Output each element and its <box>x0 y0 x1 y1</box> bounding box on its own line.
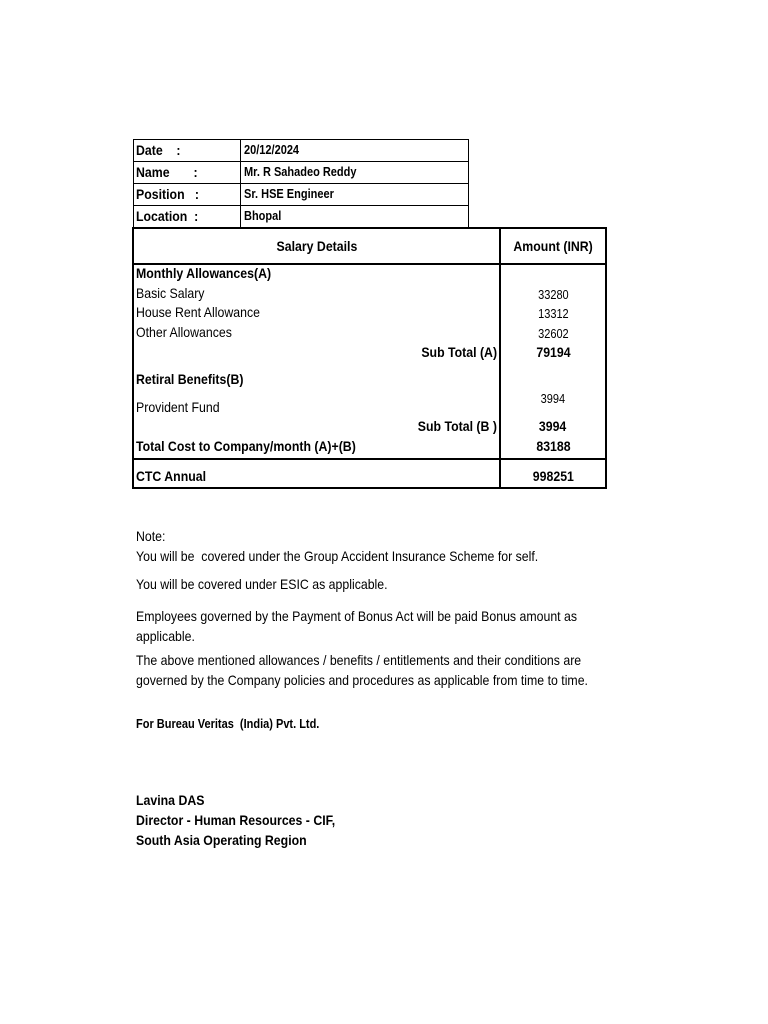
total-ctc-month-value: 83188 <box>535 438 571 454</box>
location-row <box>134 206 468 228</box>
position-value: Sr. HSE Engineer <box>244 187 334 201</box>
location-value: Bhopal <box>244 209 282 223</box>
other-allowances-amount: 32602 <box>537 327 569 341</box>
date-value: 20/12/2024 <box>244 143 300 157</box>
ctc-divider <box>134 458 605 460</box>
note-line-esic: You will be covered under ESIC as applicable. <box>136 576 388 592</box>
monthly-allowances-heading: Monthly Allowances(A) <box>136 265 272 281</box>
hra-amount: 13312 <box>537 307 569 321</box>
position-row <box>134 184 468 206</box>
retiral-benefits-heading: Retiral Benefits(B) <box>136 371 244 387</box>
signatory-title: Director - Human Resources - CIF, <box>136 812 336 828</box>
signatory-name: Lavina DAS <box>136 792 205 808</box>
location-label: Location : <box>136 208 199 224</box>
employee-info-table <box>133 139 469 229</box>
ctc-annual-value: 998251 <box>532 468 574 484</box>
company-signoff: For Bureau Veritas (India) Pvt. Ltd. <box>136 717 320 731</box>
signatory-region: South Asia Operating Region <box>136 832 307 848</box>
note-line-bonus: Employees governed by the Payment of Bonus Act will be paid Bonus amount as applicable. <box>136 608 578 644</box>
subtotal-a-value: 79194 <box>535 344 571 360</box>
date-row <box>134 140 468 162</box>
name-row <box>134 162 468 184</box>
note-line-policies: The above mentioned allowances / benefits / entitlements and their conditions are governed by the Company policies and procedures as applicable from time to time. <box>136 652 588 688</box>
total-ctc-month-label: Total Cost to Company/month (A)+(B) <box>136 438 356 454</box>
provident-fund-label: Provident Fund <box>136 399 220 415</box>
other-allowances-label: Other Allowances <box>136 324 232 340</box>
hra-label: House Rent Allowance <box>136 304 260 320</box>
note-heading: Note: <box>136 528 166 544</box>
amount-header: Amount (INR) <box>513 238 593 254</box>
subtotal-b-value: 3994 <box>539 418 567 434</box>
subtotal-a-label: Sub Total (A) <box>421 344 497 360</box>
position-label: Position : <box>136 186 199 202</box>
name-value: Mr. R Sahadeo Reddy <box>244 165 357 179</box>
salary-table <box>132 227 607 489</box>
salary-details-header: Salary Details <box>276 238 357 254</box>
subtotal-b-label: Sub Total (B ) <box>417 418 497 434</box>
basic-salary-label: Basic Salary <box>136 285 205 301</box>
basic-salary-amount: 33280 <box>537 288 569 302</box>
date-label: Date : <box>136 142 181 158</box>
note-line-insurance: You will be covered under the Group Accident Insurance Scheme for self. <box>136 548 539 564</box>
name-label: Name : <box>136 164 198 180</box>
ctc-annual-label: CTC Annual <box>136 468 207 484</box>
provident-fund-amount: 3994 <box>540 392 566 406</box>
